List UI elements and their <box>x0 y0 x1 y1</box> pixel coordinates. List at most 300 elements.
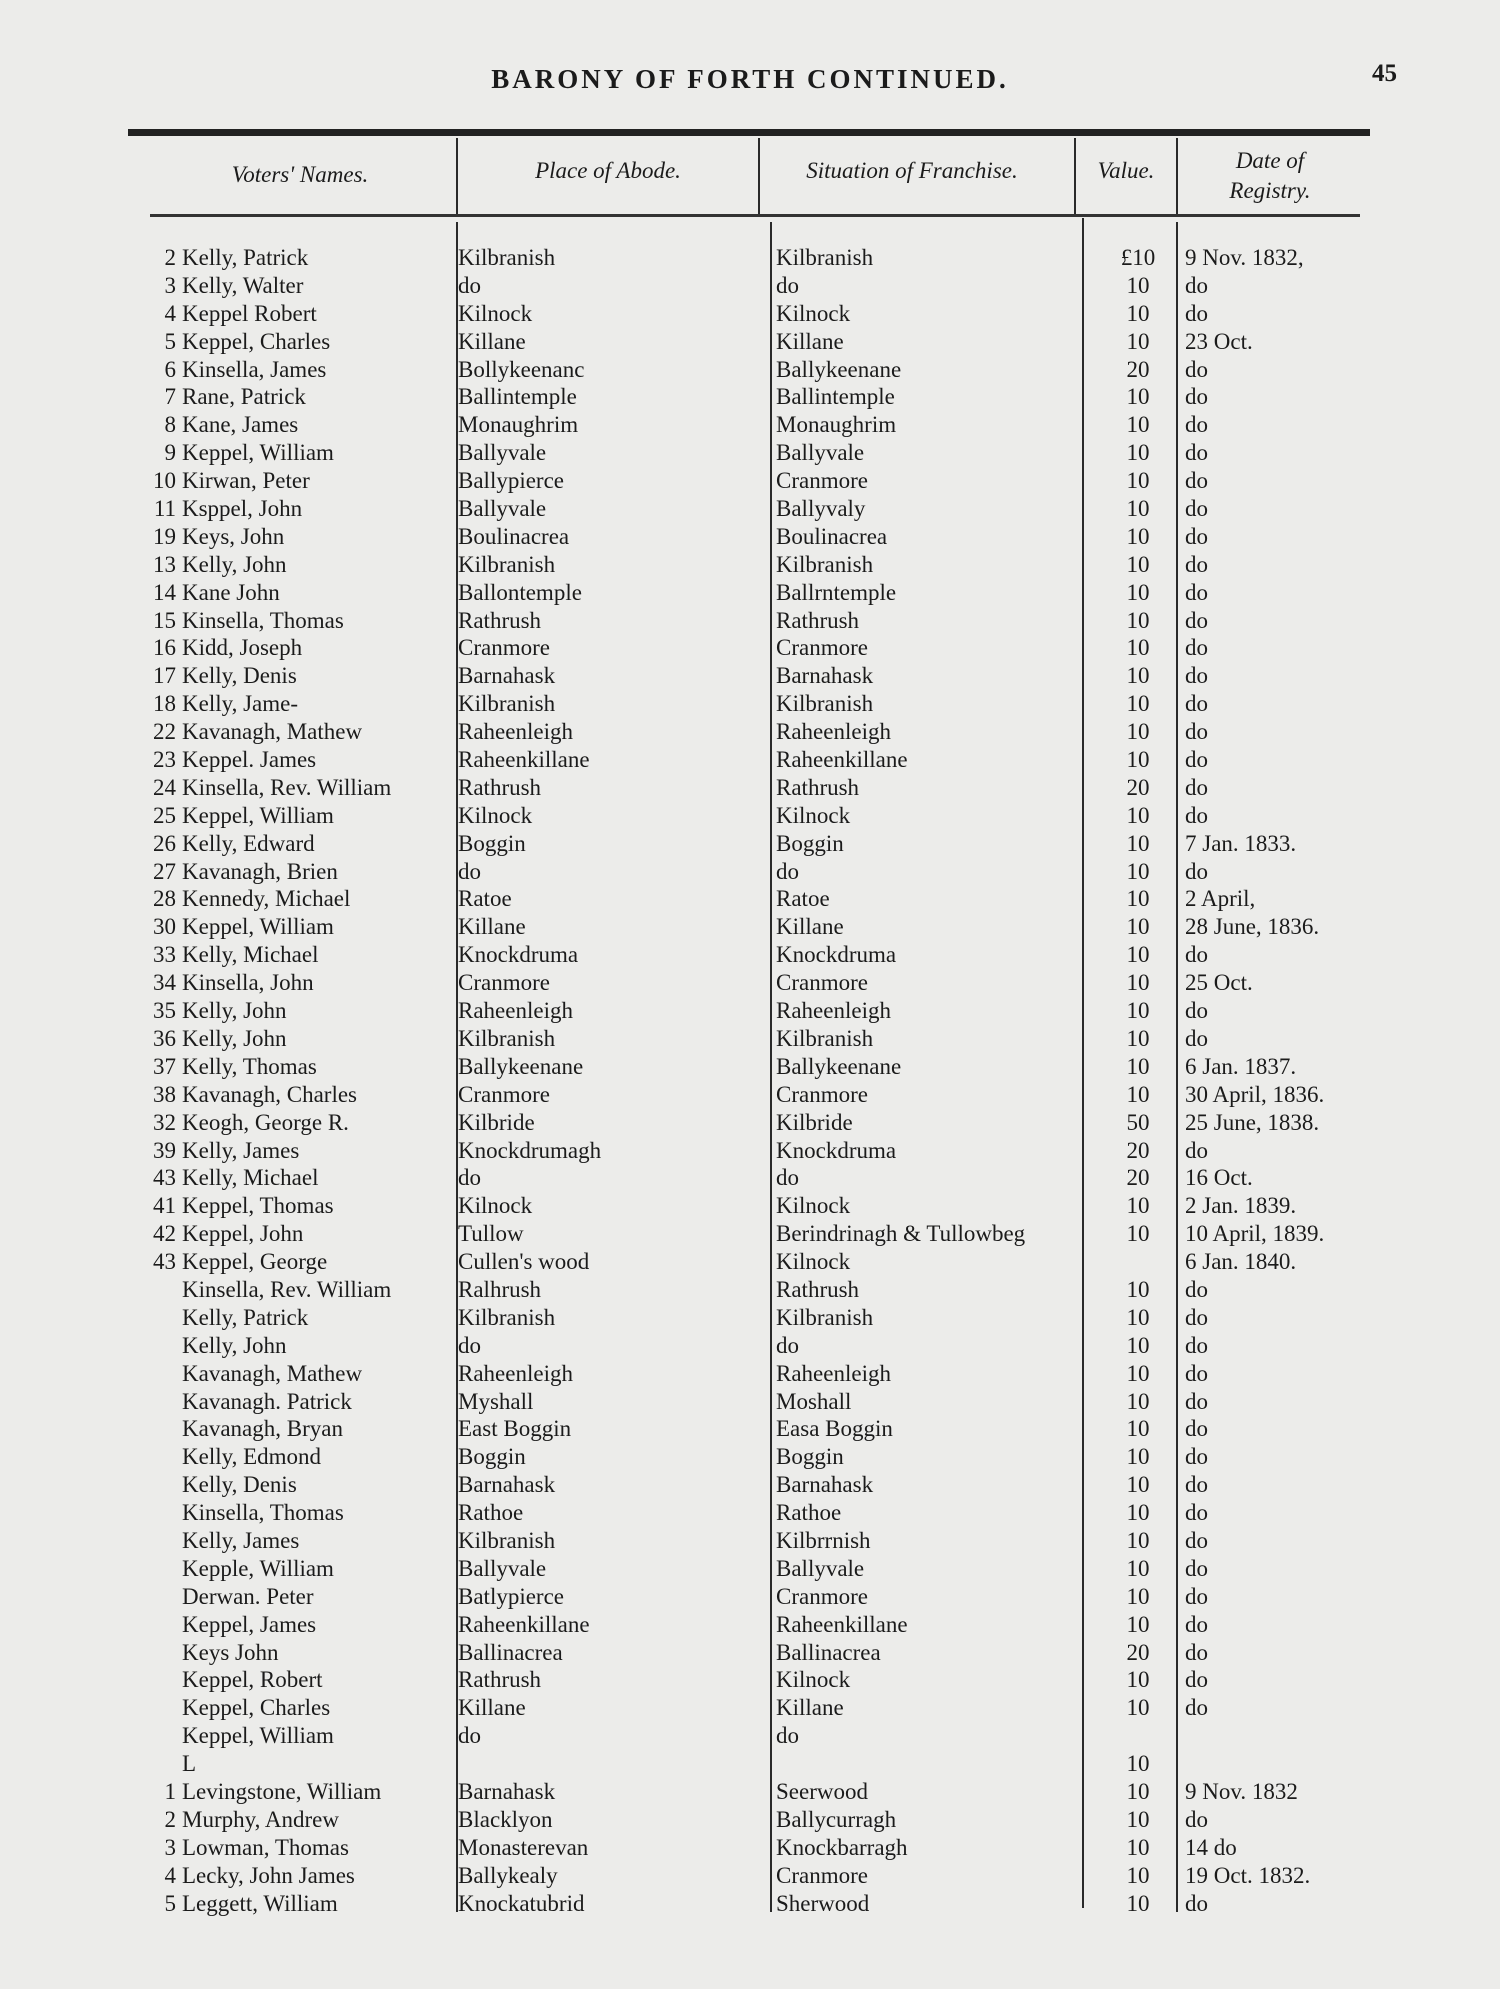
value: £10 <box>1120 245 1156 270</box>
date-of-registry: do <box>1185 300 1208 326</box>
voter-name: Kelly, James <box>182 1527 300 1553</box>
voter-name: Keogh, George R. <box>182 1109 349 1135</box>
place-of-abode: Kilbranish <box>458 245 556 270</box>
voter-name: Kinsella, Rev. William <box>182 774 392 800</box>
situation-of-franchise: Kilnock <box>776 300 851 326</box>
header-date-line2: Registry. <box>1229 178 1311 203</box>
date-of-registry: do <box>1185 496 1208 522</box>
situation-of-franchise: Kilbride <box>776 1109 853 1135</box>
voter-name: Kinsella, Thomas <box>182 607 344 633</box>
situation-of-franchise: Kilbranish <box>776 1025 874 1051</box>
value: 10 <box>1126 747 1150 773</box>
table-row <box>0 328 1500 356</box>
table-row <box>0 1666 1500 1694</box>
voter-number: 15 <box>153 607 176 633</box>
date-of-registry: do <box>1185 1360 1208 1386</box>
place-of-abode: Ralhrush <box>458 1276 542 1302</box>
voter-number: 6 <box>164 356 176 382</box>
table-row <box>0 746 1500 774</box>
table-row <box>0 1834 1500 1862</box>
situation-of-franchise: do <box>776 1165 799 1191</box>
place-of-abode: Killane <box>458 914 526 940</box>
voter-number: 16 <box>153 635 176 661</box>
date-of-registry: do <box>1185 1639 1208 1665</box>
place-of-abode: do <box>458 1332 481 1358</box>
voter-name: Keppel, William <box>182 1723 334 1749</box>
place-of-abode: Cranmore <box>458 970 550 996</box>
date-of-registry: do <box>1185 774 1208 800</box>
voter-name: Kavanagh, Mathew <box>182 719 363 745</box>
value: 20 <box>1126 1639 1150 1665</box>
date-of-registry: 19 Oct. 1832. <box>1185 1862 1311 1888</box>
value: 10 <box>1126 1500 1150 1526</box>
voter-number: 8 <box>164 412 176 438</box>
place-of-abode: Kilbranish <box>458 1025 556 1051</box>
situation-of-franchise: Kilnock <box>776 1249 851 1275</box>
value: 10 <box>1126 1834 1150 1860</box>
voter-number: 32 <box>153 1109 176 1135</box>
place-of-abode: Ballontemple <box>458 579 582 605</box>
value: 10 <box>1126 384 1150 410</box>
date-of-registry: do <box>1185 663 1208 689</box>
table-row <box>0 858 1500 886</box>
voter-number: 18 <box>153 691 176 717</box>
place-of-abode: Ballyvale <box>458 1555 547 1581</box>
column-divider <box>1176 138 1178 214</box>
place-of-abode: Kilbranish <box>458 691 556 717</box>
place-of-abode: Knockdrumagh <box>458 1137 602 1163</box>
place-of-abode: Monasterevan <box>458 1834 589 1860</box>
table-row <box>0 1555 1500 1583</box>
situation-of-franchise: Moshall <box>776 1388 852 1414</box>
voter-name: Keppel. James <box>182 747 317 773</box>
table-row <box>0 1694 1500 1722</box>
place-of-abode: Barnahask <box>458 663 556 689</box>
place-of-abode: Raheenkillane <box>458 747 590 773</box>
value: 10 <box>1126 1221 1150 1247</box>
situation-of-franchise: Rathrush <box>776 607 860 633</box>
situation-of-franchise: Killane <box>776 328 844 354</box>
place-of-abode: Ballykeenane <box>458 1053 584 1079</box>
situation-of-franchise: Barnahask <box>776 663 874 689</box>
voter-number: 26 <box>153 830 176 856</box>
date-of-registry: do <box>1185 384 1208 410</box>
column-divider <box>758 138 760 214</box>
situation-of-franchise: Ballintemple <box>776 384 895 410</box>
place-of-abode: Ballinacrea <box>458 1639 563 1665</box>
voter-name: Kelly, Michael <box>182 1165 319 1191</box>
value: 10 <box>1126 468 1150 494</box>
voter-number: 1 <box>164 1778 176 1804</box>
situation-of-franchise: Rathrush <box>776 774 860 800</box>
situation-of-franchise: Killane <box>776 914 844 940</box>
situation-of-franchise: Kilbranish <box>776 691 874 717</box>
date-of-registry: 10 April, 1839. <box>1185 1221 1325 1247</box>
place-of-abode: Kilbride <box>458 1109 535 1135</box>
date-of-registry: 6 Jan. 1840. <box>1185 1249 1297 1275</box>
table-row <box>0 718 1500 746</box>
date-of-registry: do <box>1185 440 1208 466</box>
value: 10 <box>1126 1332 1150 1358</box>
place-of-abode: Raheenleigh <box>458 719 573 745</box>
value: 10 <box>1126 1751 1150 1777</box>
place-of-abode: do <box>458 272 481 298</box>
voter-number: 19 <box>153 523 176 549</box>
voter-number: 35 <box>153 998 176 1024</box>
voter-name: Kelly, Denis <box>182 663 297 689</box>
table-row <box>0 1806 1500 1834</box>
voter-number: 33 <box>153 942 176 968</box>
situation-of-franchise: Ballrntemple <box>776 579 897 605</box>
header-value: Value. <box>1097 158 1155 183</box>
voter-number: 13 <box>153 551 176 577</box>
voter-number: 3 <box>164 272 176 298</box>
place-of-abode: East Boggin <box>458 1416 572 1442</box>
date-of-registry: do <box>1185 1890 1208 1916</box>
voter-name: Kane John <box>182 579 280 605</box>
top-rule <box>128 129 1370 136</box>
value: 10 <box>1126 998 1150 1024</box>
place-of-abode: Ballypierce <box>458 468 565 494</box>
voter-number: 10 <box>153 468 176 494</box>
value: 10 <box>1126 551 1150 577</box>
voter-name: Keppel, Charles <box>182 328 331 354</box>
date-of-registry: do <box>1185 1332 1208 1358</box>
table-row <box>0 1304 1500 1332</box>
situation-of-franchise: Ballyvale <box>776 1555 865 1581</box>
voter-name: Kelly, James <box>182 1137 300 1163</box>
place-of-abode: Rathrush <box>458 774 542 800</box>
voter-name: Keys John <box>182 1639 279 1665</box>
place-of-abode: Knockdruma <box>458 942 579 968</box>
voter-number: 7 <box>164 384 176 410</box>
voter-name: Keppel, George <box>182 1249 328 1275</box>
value: 10 <box>1126 440 1150 466</box>
date-of-registry: 9 Nov. 1832 <box>1185 1778 1298 1804</box>
situation-of-franchise: Cranmore <box>776 970 868 996</box>
voter-name: Levingstone, William <box>182 1778 382 1804</box>
place-of-abode: Knockatubrid <box>458 1890 585 1916</box>
place-of-abode: Kilbranish <box>458 1304 556 1330</box>
voter-number: 5 <box>164 328 176 354</box>
situation-of-franchise: Boulinacrea <box>776 523 888 549</box>
table-row <box>0 1499 1500 1527</box>
place-of-abode: Ballyvale <box>458 496 547 522</box>
date-of-registry: do <box>1185 1025 1208 1051</box>
value: 10 <box>1126 886 1150 912</box>
voter-name: Keppel, Thomas <box>182 1193 334 1219</box>
voter-number: 24 <box>153 774 176 800</box>
voter-name: Keppel, William <box>182 440 334 466</box>
table-row <box>0 1639 1500 1667</box>
header-date-of-registry <box>1180 146 1360 206</box>
voter-number: 42 <box>153 1221 176 1247</box>
situation-of-franchise: Berindrinagh & Tullowbeg <box>776 1221 1026 1247</box>
voter-number: 4 <box>164 1862 176 1888</box>
header-date-line1: Date of <box>1235 148 1305 173</box>
value: 10 <box>1126 1193 1150 1219</box>
place-of-abode: Bollykeenanc <box>458 356 585 382</box>
value: 10 <box>1126 579 1150 605</box>
situation-of-franchise: Seerwood <box>776 1778 868 1804</box>
table-row <box>0 969 1500 997</box>
date-of-registry: do <box>1185 635 1208 661</box>
table-row <box>0 1415 1500 1443</box>
table-row <box>0 941 1500 969</box>
table-row <box>0 1583 1500 1611</box>
date-of-registry: do <box>1185 858 1208 884</box>
situation-of-franchise: Kilbranish <box>776 245 874 270</box>
value: 10 <box>1126 663 1150 689</box>
voter-name: Keppel, William <box>182 802 334 828</box>
value: 10 <box>1126 1667 1150 1693</box>
voter-name: Leggett, William <box>182 1890 338 1916</box>
table-row <box>0 1109 1500 1137</box>
place-of-abode: Raheenleigh <box>458 998 573 1024</box>
place-of-abode: Myshall <box>458 1388 534 1414</box>
voter-name: Ksppel, John <box>182 496 303 522</box>
table-row <box>0 1778 1500 1806</box>
place-of-abode: Kilnock <box>458 1193 533 1219</box>
place-of-abode: Killane <box>458 328 526 354</box>
place-of-abode: Ballyvale <box>458 440 547 466</box>
situation-of-franchise: Easa Boggin <box>776 1416 893 1442</box>
situation-of-franchise: Raheenkillane <box>776 747 908 773</box>
voter-number: 38 <box>153 1081 176 1107</box>
voter-name: Kavanagh, Brien <box>182 858 338 884</box>
place-of-abode: Monaughrim <box>458 412 579 438</box>
place-of-abode: Rathrush <box>458 1667 542 1693</box>
table-row <box>0 1471 1500 1499</box>
table-row <box>0 467 1500 495</box>
voter-name: Keys, John <box>182 523 285 549</box>
voter-number: 17 <box>153 663 176 689</box>
situation-of-franchise: Ballyvaly <box>776 496 866 522</box>
value: 10 <box>1126 1611 1150 1637</box>
date-of-registry: 7 Jan. 1833. <box>1185 830 1297 856</box>
table-row <box>0 579 1500 607</box>
value: 10 <box>1126 691 1150 717</box>
table-row <box>0 1220 1500 1248</box>
situation-of-franchise: Raheenkillane <box>776 1611 908 1637</box>
place-of-abode: Boggin <box>458 830 526 856</box>
place-of-abode: Boggin <box>458 1444 526 1470</box>
voter-name: Kane, James <box>182 412 299 438</box>
value: 10 <box>1126 635 1150 661</box>
place-of-abode: Rathoe <box>458 1500 524 1526</box>
place-of-abode: Barnahask <box>458 1778 556 1804</box>
situation-of-franchise: Raheenleigh <box>776 998 891 1024</box>
voter-name: Lecky, John James <box>182 1862 355 1888</box>
value: 10 <box>1126 1304 1150 1330</box>
page-title: BARONY OF FORTH CONTINUED. <box>491 64 1009 94</box>
table-row <box>0 1025 1500 1053</box>
situation-of-franchise: Boggin <box>776 1444 844 1470</box>
voter-name: Kelly, Thomas <box>182 1053 317 1079</box>
table-row <box>0 300 1500 328</box>
voter-number: 27 <box>153 858 176 884</box>
header-place-of-abode: Place of Abode. <box>535 158 681 183</box>
date-of-registry: do <box>1185 998 1208 1024</box>
place-of-abode: do <box>458 1165 481 1191</box>
table-row <box>0 1443 1500 1471</box>
table-row <box>0 272 1500 300</box>
voter-name: Keppel Robert <box>182 300 317 326</box>
voter-name: Kidd, Joseph <box>182 635 303 661</box>
situation-of-franchise: do <box>776 858 799 884</box>
value: 10 <box>1126 1890 1150 1916</box>
situation-of-franchise: Kilnock <box>776 802 851 828</box>
table-row <box>0 913 1500 941</box>
value: 10 <box>1126 914 1150 940</box>
situation-of-franchise: Kilbranish <box>776 1304 874 1330</box>
voter-number: 43 <box>153 1165 176 1191</box>
situation-of-franchise: Kilnock <box>776 1667 851 1693</box>
voter-number: 14 <box>153 579 176 605</box>
situation-of-franchise: Cranmore <box>776 1081 868 1107</box>
voter-number: 3 <box>164 1834 176 1860</box>
date-of-registry: do <box>1185 1304 1208 1330</box>
table-row <box>0 495 1500 523</box>
voter-number: 11 <box>153 496 176 522</box>
voter-name: Keppel, William <box>182 914 334 940</box>
situation-of-franchise: Ballycurragh <box>776 1806 897 1832</box>
voter-name: Kelly, John <box>182 1025 287 1051</box>
voter-name: Rane, Patrick <box>182 384 306 410</box>
place-of-abode: Ballintemple <box>458 384 577 410</box>
table-row <box>0 551 1500 579</box>
value: 10 <box>1126 1081 1150 1107</box>
value: 10 <box>1126 1862 1150 1888</box>
value: 10 <box>1126 1555 1150 1581</box>
date-of-registry: 14 do <box>1185 1834 1237 1860</box>
column-divider <box>1074 138 1076 214</box>
place-of-abode: Blacklyon <box>458 1806 553 1832</box>
date-of-registry: do <box>1185 1583 1208 1609</box>
table-row <box>0 1081 1500 1109</box>
situation-of-franchise: Sherwood <box>776 1890 870 1916</box>
table-row <box>0 1164 1500 1192</box>
value: 10 <box>1126 300 1150 326</box>
voter-number: 28 <box>153 886 176 912</box>
date-of-registry: 30 April, 1836. <box>1185 1081 1325 1107</box>
value: 10 <box>1126 1583 1150 1609</box>
voter-number: 5 <box>164 1890 176 1916</box>
date-of-registry: 23 Oct. <box>1185 328 1253 354</box>
table-row <box>0 830 1500 858</box>
value: 10 <box>1126 1778 1150 1804</box>
voter-number: 34 <box>153 970 176 996</box>
table-row <box>0 1722 1500 1750</box>
date-of-registry: do <box>1185 1137 1208 1163</box>
value: 10 <box>1126 858 1150 884</box>
situation-of-franchise: Boggin <box>776 830 844 856</box>
table-row <box>0 1862 1500 1890</box>
table-row <box>0 885 1500 913</box>
table-row <box>0 356 1500 384</box>
date-of-registry: 25 Oct. <box>1185 970 1253 996</box>
voter-name: Kelly, Edmond <box>182 1444 322 1470</box>
voter-number: 23 <box>153 747 176 773</box>
voter-name: L <box>182 1751 197 1777</box>
value: 10 <box>1126 496 1150 522</box>
value: 10 <box>1126 272 1150 298</box>
table-row <box>0 774 1500 802</box>
place-of-abode: Kilnock <box>458 802 533 828</box>
value: 10 <box>1126 1388 1150 1414</box>
value: 10 <box>1126 1276 1150 1302</box>
date-of-registry: do <box>1185 802 1208 828</box>
voter-number: 25 <box>153 802 176 828</box>
table-row <box>0 1611 1500 1639</box>
voter-name: Kelly, Jame- <box>182 691 299 717</box>
voter-name: Kelly, Walter <box>182 272 304 298</box>
voter-name: Kinsella, Thomas <box>182 1500 344 1526</box>
table-row <box>0 1360 1500 1388</box>
date-of-registry: do <box>1185 691 1208 717</box>
place-of-abode: Kilbranish <box>458 1527 556 1553</box>
value: 10 <box>1126 1444 1150 1470</box>
value: 10 <box>1126 412 1150 438</box>
voter-name: Keppel, Robert <box>182 1667 323 1693</box>
date-of-registry: do <box>1185 1806 1208 1832</box>
header-rule <box>150 214 1360 217</box>
table-row <box>0 523 1500 551</box>
value: 20 <box>1126 1137 1150 1163</box>
voter-name: Kinsella, James <box>182 356 327 382</box>
value: 10 <box>1126 1416 1150 1442</box>
date-of-registry: do <box>1185 719 1208 745</box>
table-row <box>0 244 1500 272</box>
situation-of-franchise: do <box>776 1332 799 1358</box>
voter-name: Kinsella, Rev. William <box>182 1276 392 1302</box>
situation-of-franchise: Knockdruma <box>776 942 897 968</box>
date-of-registry: do <box>1185 551 1208 577</box>
voter-number: 36 <box>153 1025 176 1051</box>
situation-of-franchise: do <box>776 272 799 298</box>
value: 20 <box>1126 1165 1150 1191</box>
table-row <box>0 411 1500 439</box>
place-of-abode: Batlypierce <box>458 1583 565 1609</box>
table-row <box>0 802 1500 830</box>
value: 10 <box>1126 607 1150 633</box>
header-voters-names: Voters' Names. <box>231 162 369 187</box>
situation-of-franchise: Ballykeenane <box>776 356 902 382</box>
place-of-abode: Boulinacrea <box>458 523 570 549</box>
date-of-registry: 2 April, <box>1185 886 1256 912</box>
table-row <box>0 1332 1500 1360</box>
voter-name: Kavanagh. Patrick <box>182 1388 352 1414</box>
situation-of-franchise: Ballinacrea <box>776 1639 881 1665</box>
voter-number: 37 <box>153 1053 176 1079</box>
date-of-registry: do <box>1185 412 1208 438</box>
date-of-registry: 25 June, 1838. <box>1185 1109 1320 1135</box>
place-of-abode: Ratoe <box>458 886 512 912</box>
voter-name: Kelly, Edward <box>182 830 315 856</box>
date-of-registry: do <box>1185 1500 1208 1526</box>
voter-name: Kirwan, Peter <box>182 468 310 494</box>
place-of-abode: Rathrush <box>458 607 542 633</box>
situation-of-franchise: Barnahask <box>776 1472 874 1498</box>
value: 10 <box>1126 802 1150 828</box>
voter-name: Kelly, Patrick <box>182 245 309 270</box>
voter-name: Derwan. Peter <box>182 1583 314 1609</box>
place-of-abode: Tullow <box>458 1221 524 1247</box>
situation-of-franchise: do <box>776 1723 799 1749</box>
voter-number: 43 <box>153 1249 176 1275</box>
voter-number: 39 <box>153 1137 176 1163</box>
date-of-registry: 28 June, 1836. <box>1185 914 1320 940</box>
